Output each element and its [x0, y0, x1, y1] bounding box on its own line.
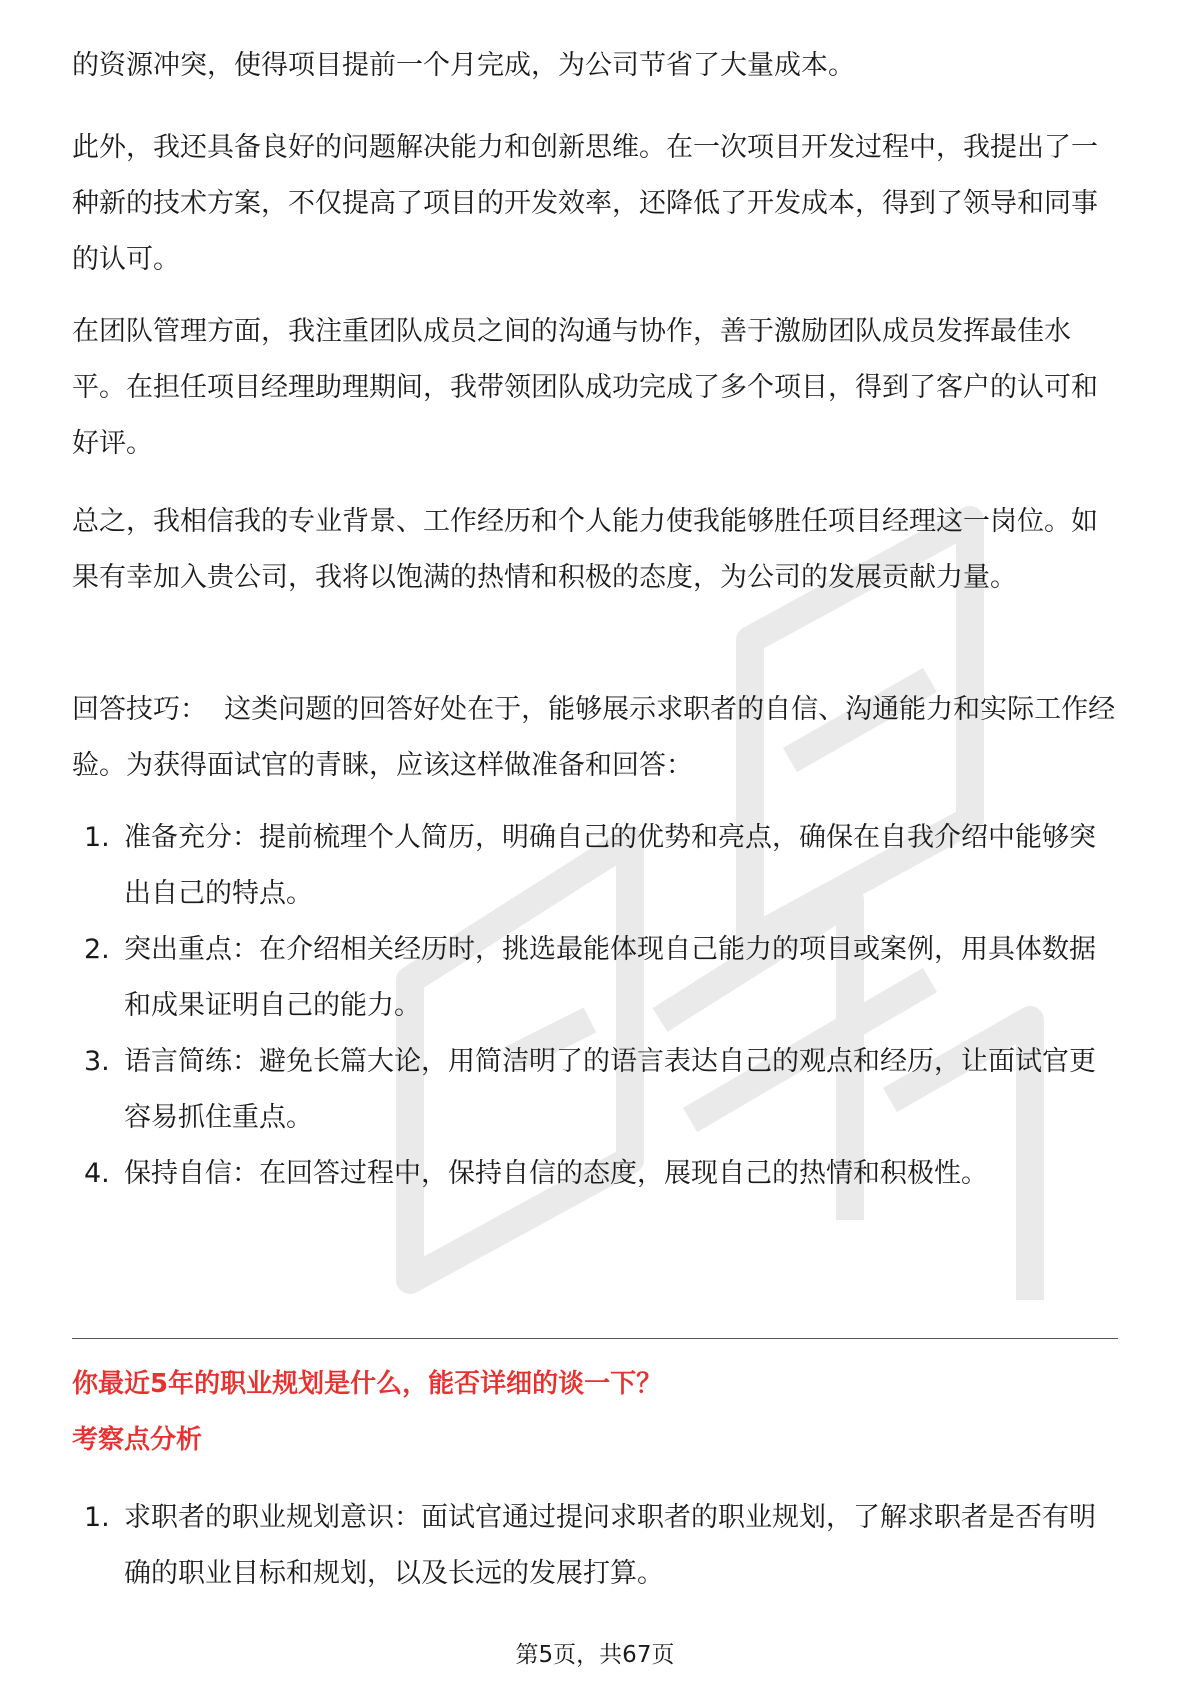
list-item: [72, 810, 1118, 922]
list-item: [72, 1490, 1118, 1602]
list-item-text: 保持自信：在回答过程中，保持自信的态度，展现自己的热情和积极性。: [124, 1158, 988, 1189]
list-item: [72, 922, 1118, 1034]
list-item: [72, 1146, 1118, 1202]
paragraph-conclusion: 总之，我相信我的专业背景、工作经历和个人能力使我能够胜任项目经理这一岗位。如果有幸加入贵公司，我将以饱满的热情和积极的态度，为公司的发展贡献力量。: [72, 506, 1098, 593]
analysis-heading: 考察点分析: [72, 1425, 203, 1455]
list-item-text: 突出重点：在介绍相关经历时，挑选最能体现自己能力的项目或案例，用具体数据和成果证明自己的能力。: [124, 934, 1096, 1021]
question-heading: 你最近5年的职业规划是什么，能否详细的谈一下？: [72, 1369, 663, 1399]
list-number: 4.: [84, 1158, 110, 1189]
list-number: 3.: [84, 1046, 110, 1077]
list-item-text: 求职者的职业规划意识：面试官通过提问求职者的职业规划，了解求职者是否有明确的职业目标和规划，以及长远的发展打算。: [124, 1502, 1096, 1589]
paragraph-problem-solving: 此外，我还具备良好的问题解决能力和创新思维。在一次项目开发过程中，我提出了一种新的技术方案，不仅提高了项目的开发效率，还降低了开发成本，得到了领导和同事的认可。: [72, 132, 1098, 275]
page-footer: 第5页，共67页: [515, 1642, 675, 1668]
list-item: [72, 1034, 1118, 1146]
paragraph-answer-tips: 回答技巧： 这类问题的回答好处在于，能够展示求职者的自信、沟通能力和实际工作经验。为获得面试官的青睐，应该这样做准备和回答：: [72, 694, 1116, 781]
document-page: [72, 0, 1118, 1684]
list-item-text: 语言简练：避免长篇大论，用简洁明了的语言表达自己的观点和经历，让面试官更容易抓住重点。: [124, 1046, 1096, 1133]
list-number: 2.: [84, 934, 110, 965]
paragraph-team-management: 在团队管理方面，我注重团队成员之间的沟通与协作，善于激励团队成员发挥最佳水平。在担任项目经理助理期间，我带领团队成功完成了多个项目，得到了客户的认可和好评。: [72, 316, 1098, 459]
section-divider: [72, 1338, 1118, 1339]
list-number: 1.: [84, 1502, 110, 1533]
list-item-text: 准备充分：提前梳理个人简历，明确自己的优势和亮点，确保在自我介绍中能够突出自己的特点。: [124, 822, 1096, 909]
paragraph-resource-conflict: 的资源冲突，使得项目提前一个月完成，为公司节省了大量成本。: [72, 50, 855, 81]
list-number: 1.: [84, 822, 110, 853]
